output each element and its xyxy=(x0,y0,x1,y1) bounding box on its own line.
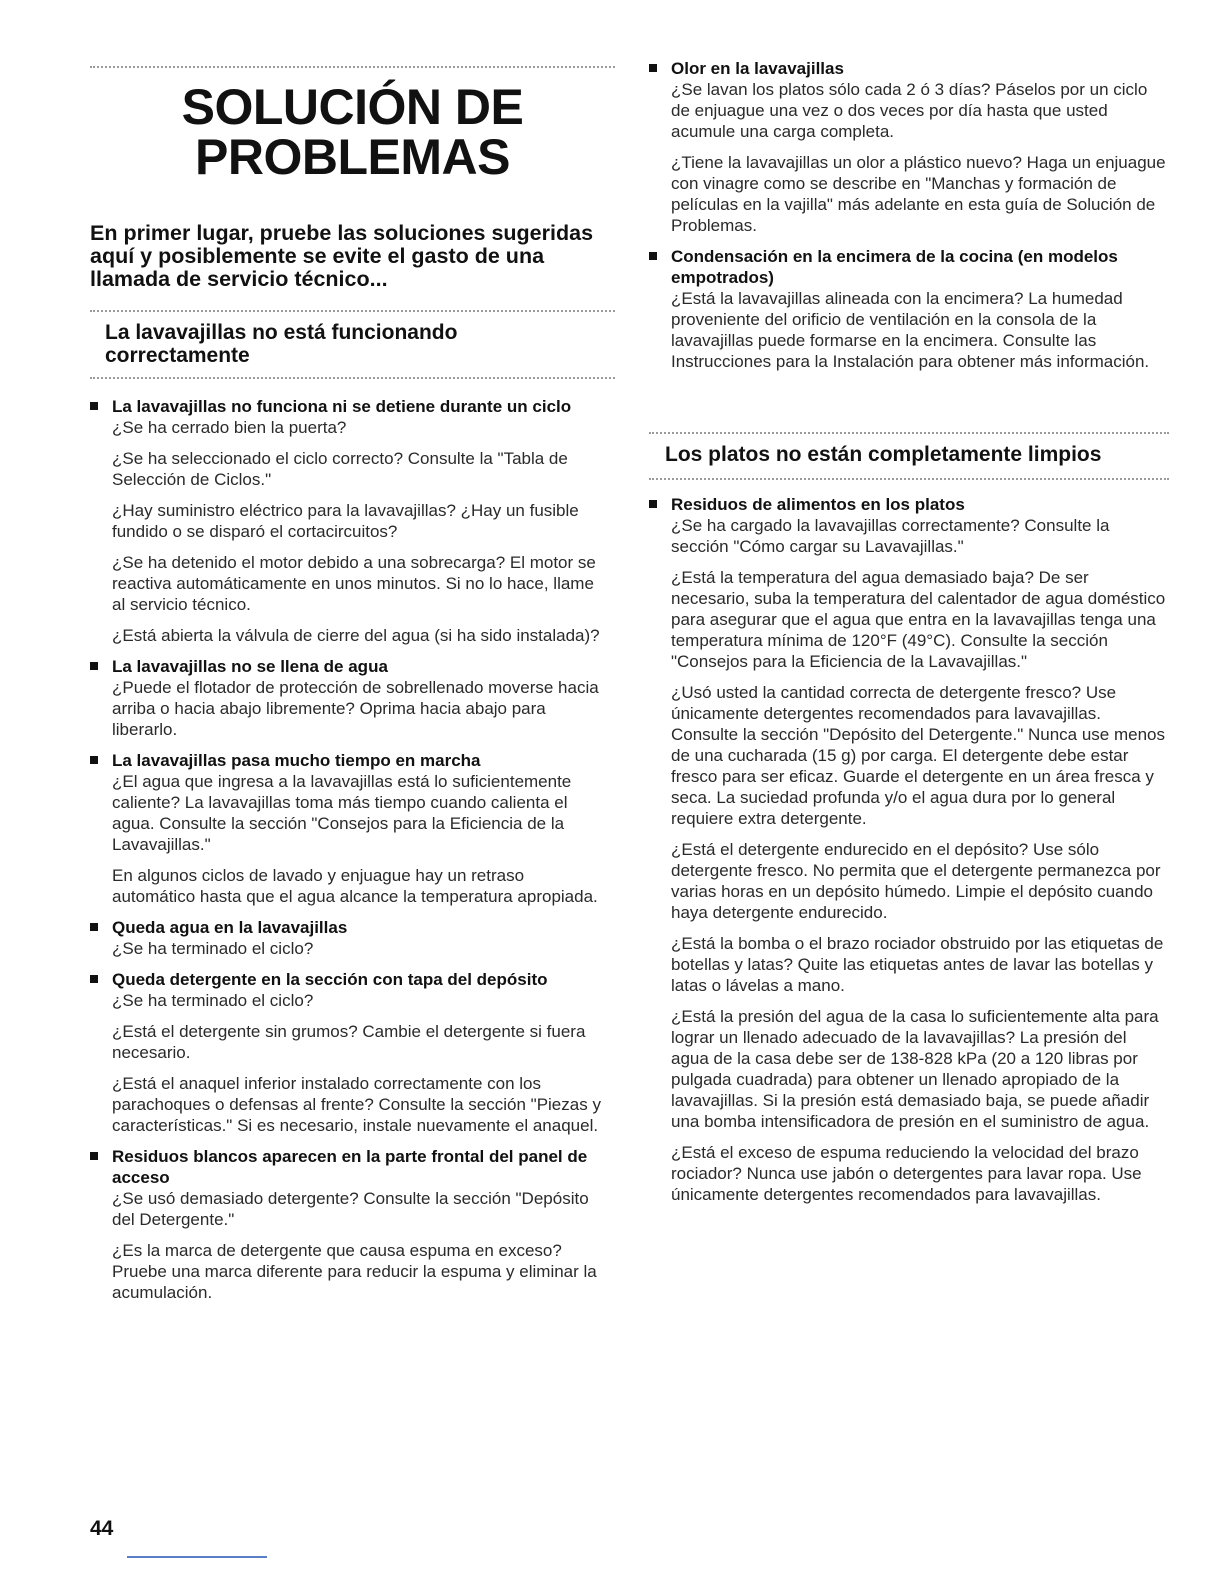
item-paragraph: ¿Se ha detenido el motor debido a una sobrecarga? El motor se reactiva automáticamente en unos minutos. Si no lo hace, llame al servicio técnico. xyxy=(112,553,596,614)
section-divider-bottom-left xyxy=(90,377,615,379)
troubleshooting-item xyxy=(90,1146,610,1303)
section-divider-top-right xyxy=(649,432,1169,434)
item-paragraph: En algunos ciclos de lavado y enjuague hay un retraso automático hasta que el agua alcance la temperatura apropiada. xyxy=(112,866,598,906)
item-paragraph: ¿Se ha cargado la lavavajillas correctamente? Consulte la sección "Cómo cargar su Lavavajillas." xyxy=(671,516,1110,556)
item-paragraph: ¿El agua que ingresa a la lavavajillas está lo suficientemente caliente? La lavavajillas toma más tiempo cuando calienta el agua. Consulte la sección "Consejos para la Eficiencia de la Lavavajillas." xyxy=(112,772,572,854)
item-paragraph: ¿Está abierta la válvula de cierre del agua (si ha sido instalada)? xyxy=(112,626,600,645)
bullet-icon xyxy=(649,500,657,508)
bullet-icon xyxy=(649,252,657,260)
bullet-icon xyxy=(90,662,98,670)
troubleshooting-item xyxy=(649,58,1169,236)
item-paragraph: ¿Está la bomba o el brazo rociador obstruido por las etiquetas de botellas y latas? Quite las etiquetas antes de lavar las botellas y latas o lávelas a mano. xyxy=(671,934,1164,995)
section-divider-top-left xyxy=(90,310,615,312)
item-title: Condensación en la encimera de la cocina (en modelos empotrados) xyxy=(671,247,1118,287)
item-paragraph: ¿Se ha terminado el ciclo? xyxy=(112,991,314,1010)
bullet-icon xyxy=(90,402,98,410)
item-title: Residuos de alimentos en los platos xyxy=(671,495,965,514)
item-paragraph: ¿Está la presión del agua de la casa lo suficientemente alta para lograr un llenado adecuado de la lavavajillas? La presión del agua de la casa debe ser de 138-828 kPa (20 a 120 libras por pulgada cuadrada) para obtener un llenado apropiado de la lavavajillas. Si la presión está demasiado baja, se puede añadir una bomba intensificadora de presión en el suministro de agua. xyxy=(671,1007,1159,1131)
item-paragraph: ¿Está la lavavajillas alineada con la encimera? La humedad proveniente del orificio de ventilación en la consola de la lavavajillas puede formarse en la encimera. Consulte las Instrucciones para la Instalación para obtener más información. xyxy=(671,289,1150,371)
item-title: La lavavajillas no se llena de agua xyxy=(112,657,388,676)
troubleshooting-item xyxy=(90,396,610,646)
bullet-icon xyxy=(90,923,98,931)
left-column xyxy=(90,396,610,1313)
section-heading-right: Los platos no están completamente limpios xyxy=(665,443,1102,466)
item-paragraph: ¿Está el exceso de espuma reduciendo la velocidad del brazo rociador? Nunca use jabón o detergentes para lavar ropa. Use únicamente detergentes recomendados para lavavajillas. xyxy=(671,1143,1142,1204)
page-title-line1: SOLUCIÓN DE xyxy=(181,79,524,135)
item-paragraph: ¿Está la temperatura del agua demasiado baja? De ser necesario, suba la temperatura del calentador de agua doméstico para asegurar que el agua que entra en la lavavajillas tenga una temperatura mínima de 120°F (49°C). Consulte la sección "Consejos para la Eficiencia de la Lavavajillas." xyxy=(671,568,1166,671)
section-heading-left: La lavavajillas no está funcionando correctamente xyxy=(105,321,458,367)
item-title: Residuos blancos aparecen en la parte frontal del panel de acceso xyxy=(112,1147,588,1187)
bullet-icon xyxy=(90,1152,98,1160)
section-divider-bottom-right xyxy=(649,478,1169,480)
intro-text: En primer lugar, pruebe las soluciones sugeridas aquí y posiblemente se evite el gasto de una llamada de servicio técnico... xyxy=(90,221,594,291)
item-paragraph: ¿Está el detergente endurecido en el depósito? Use sólo detergente fresco. No permita que el detergente permanezca por varias horas en un depósito húmedo. Limpie el depósito cuando haya detergente endurecido. xyxy=(671,840,1161,922)
troubleshooting-item xyxy=(649,494,1169,1205)
troubleshooting-item xyxy=(90,969,610,1136)
page-number: 44 xyxy=(90,1517,114,1540)
item-paragraph: ¿Está el detergente sin grumos? Cambie el detergente si fuera necesario. xyxy=(112,1022,586,1062)
item-paragraph: ¿Se ha terminado el ciclo? xyxy=(112,939,314,958)
footer-rule xyxy=(127,1556,267,1558)
page-title xyxy=(90,79,615,185)
item-title: Queda detergente en la sección con tapa del depósito xyxy=(112,970,548,989)
right-column-bottom xyxy=(649,494,1169,1215)
top-divider xyxy=(90,66,615,68)
item-paragraph: ¿Usó usted la cantidad correcta de detergente fresco? Use únicamente detergentes recomendados para lavavajillas. Consulte la sección "Depósito del Detergente." Nunca use menos de una cucharada (15 g) por carga. El detergente debe estar fresco para ser eficaz. Guarde el detergente en un área fresca y seca. La suciedad profunda y/o el agua dura por lo general requiere extra detergente. xyxy=(671,683,1166,828)
item-paragraph: ¿Tiene la lavavajillas un olor a plástico nuevo? Haga un enjuague con vinagre como se describe en "Manchas y formación de películas en la vajilla" más adelante en esta guía de Solución de Problemas. xyxy=(671,153,1166,235)
bullet-icon xyxy=(90,975,98,983)
troubleshooting-item xyxy=(649,246,1169,372)
right-column-top xyxy=(649,58,1169,382)
troubleshooting-item xyxy=(90,656,610,740)
page-title-line2: PROBLEMAS xyxy=(195,129,510,185)
item-title: La lavavajillas no funciona ni se detiene durante un ciclo xyxy=(112,397,572,416)
item-paragraph: ¿Está el anaquel inferior instalado correctamente con los parachoques o defensas al frente? Consulte la sección "Piezas y características." Si es necesario, instale nuevamente el anaquel. xyxy=(112,1074,601,1135)
item-paragraph: ¿Hay suministro eléctrico para la lavavajillas? ¿Hay un fusible fundido o se disparó el cortacircuitos? xyxy=(112,501,579,541)
item-paragraph: ¿Se ha cerrado bien la puerta? xyxy=(112,418,347,437)
item-paragraph: ¿Se lavan los platos sólo cada 2 ó 3 días? Páselos por un ciclo de enjuague una vez o dos veces por día hasta que usted acumule una carga completa. xyxy=(671,80,1148,141)
item-paragraph: ¿Es la marca de detergente que causa espuma en exceso? Pruebe una marca diferente para reducir la espuma y eliminar la acumulación. xyxy=(112,1241,597,1302)
troubleshooting-item xyxy=(90,750,610,907)
item-title: La lavavajillas pasa mucho tiempo en marcha xyxy=(112,751,481,770)
item-title: Queda agua en la lavavajillas xyxy=(112,918,348,937)
bullet-icon xyxy=(649,64,657,72)
item-paragraph: ¿Se ha seleccionado el ciclo correcto? Consulte la "Tabla de Selección de Ciclos." xyxy=(112,449,568,489)
item-paragraph: ¿Puede el flotador de protección de sobrellenado moverse hacia arriba o hacia abajo libremente? Oprima hacia abajo para liberarlo. xyxy=(112,678,599,739)
item-title: Olor en la lavavajillas xyxy=(671,59,844,78)
item-paragraph: ¿Se usó demasiado detergente? Consulte la sección "Depósito del Detergente." xyxy=(112,1189,589,1229)
bullet-icon xyxy=(90,756,98,764)
troubleshooting-item xyxy=(90,917,610,959)
